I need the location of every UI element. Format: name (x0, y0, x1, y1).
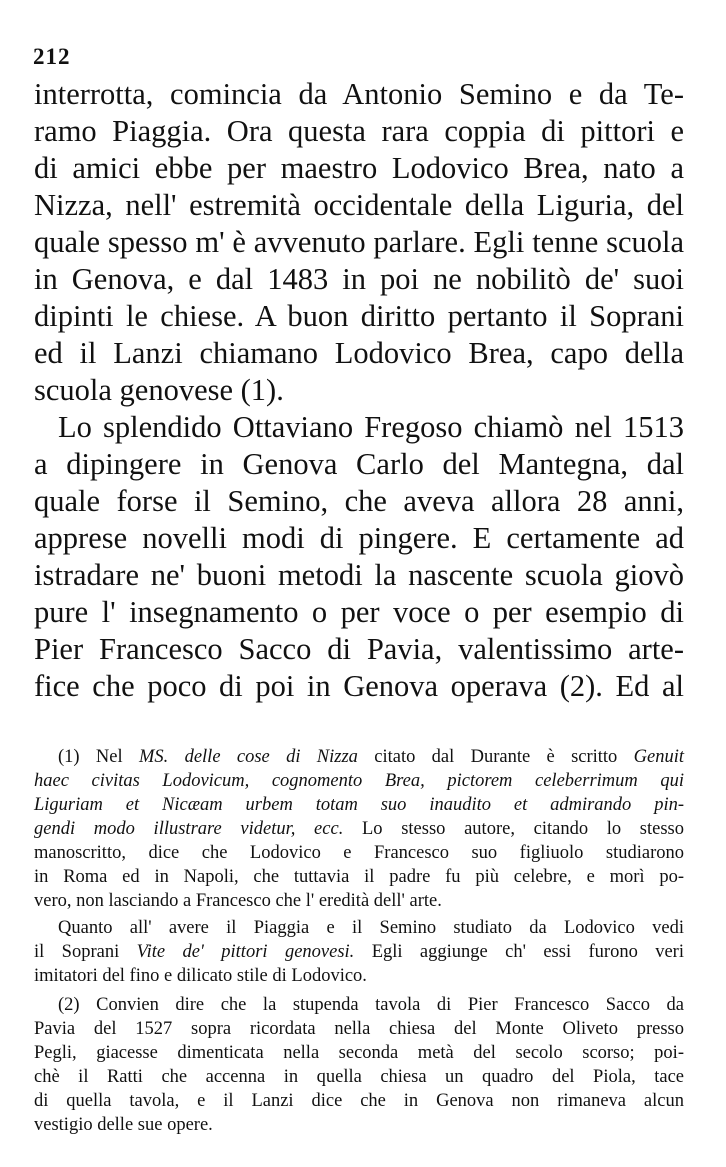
footnote-line: (2) Convien dire che la stupenda tavola di Pier Francesco Sacco da (58, 995, 684, 1015)
footnote-line (34, 793, 684, 817)
footnote-marker: (1) (58, 747, 80, 767)
footnote-italic: haec civitas Lodovicum, cognomento Brea, pictorem celeberrimum qui (34, 771, 684, 791)
footnote-italic: gendi modo illustrare videtur, ecc. (34, 819, 344, 839)
body-line: Pier Francesco Sacco di Pavia, valentissimo arte- (34, 632, 684, 666)
footnote-italic: Liguriam et Nicæam urbem totam suo inaudito et admirando pin- (34, 795, 684, 815)
body-line: dipinti le chiese. A buon diritto pertanto il Soprani (34, 299, 684, 333)
body-line: pure l' insegnamento o per voce o per esempio di (34, 595, 684, 629)
footnote-line: chè il Ratti che accenna in quella chiesa un quadro del Piola, tace (34, 1067, 684, 1087)
body-line: in Genova, e dal 1483 in poi ne nobilitò de' suoi (34, 262, 684, 296)
body-line: fice che poco di poi in Genova operava (2). Ed al (34, 669, 684, 703)
body-line: istradare ne' buoni metodi la nascente scuola giovò (34, 558, 684, 592)
footnote-line: Pavia del 1527 sopra ricordata nella chiesa del Monte Oliveto presso (34, 1019, 684, 1039)
body-line: ed il Lanzi chiamano Lodovico Brea, capo della (34, 336, 684, 370)
footnote-line: imitatori del fino e dilicato stile di Lodovico. (34, 966, 367, 986)
footnote-line: manoscritto, dice che Lodovico e Francesco suo figliuolo studiarono (34, 843, 684, 863)
body-line: quale spesso m' è avvenuto parlare. Egli tenne scuola (34, 225, 684, 259)
footnote-italic: Genuit (633, 747, 684, 767)
body-line: ramo Piaggia. Ora questa rara coppia di pittori e (34, 114, 684, 148)
body-line: di amici ebbe per maestro Lodovico Brea, nato a (34, 151, 684, 185)
footnote-line: vestigio delle sue opere. (34, 1115, 213, 1135)
footnote-text: citato dal Durante è scritto (357, 747, 634, 767)
footnote-line: Quanto all' avere il Piaggia e il Semino studiato da Lodovico vedi (58, 918, 684, 938)
body-line: a dipingere in Genova Carlo del Mantegna, dal (34, 447, 684, 481)
footnote-line: vero, non lasciando a Francesco che l' eredità dell' arte. (34, 891, 442, 911)
footnote-text: Lo stesso autore, citando lo stesso (343, 819, 684, 839)
footnote-line (34, 817, 684, 841)
footnote-text: Egli aggiunge ch' essi furono veri (354, 942, 684, 962)
footnote-line: in Roma ed in Napoli, che tuttavia il padre fu più celebre, e morì po- (34, 867, 684, 887)
body-line: quale forse il Semino, che aveva allora 28 anni, (34, 484, 684, 518)
footnote-line (34, 769, 684, 793)
footnote-line (58, 745, 684, 769)
page-number: 212 (33, 44, 71, 69)
footnote-text: Nel (95, 747, 139, 767)
body-line: Nizza, nell' estremità occidentale della Liguria, del (34, 188, 684, 222)
footnote-line: di quella tavola, e il Lanzi dice che in Genova non rimaneva alcun (34, 1091, 684, 1111)
body-line: scuola genovese (1). (34, 373, 284, 407)
footnote-line (34, 940, 684, 964)
body-line: apprese novelli modi di pingere. E certamente ad (34, 521, 684, 555)
footnote-italic: MS. delle cose di Nizza (138, 747, 358, 767)
footnote-text: il Soprani (34, 942, 137, 962)
body-line: Lo splendido Ottaviano Fregoso chiamò nel 1513 (58, 410, 684, 444)
footnote-line: Pegli, giacesse dimenticata nella seconda metà del secolo scorso; poi- (34, 1043, 684, 1063)
body-line: interrotta, comincia da Antonio Semino e da Te- (34, 77, 684, 111)
footnote-italic: Vite de' pittori genovesi. (136, 942, 355, 962)
